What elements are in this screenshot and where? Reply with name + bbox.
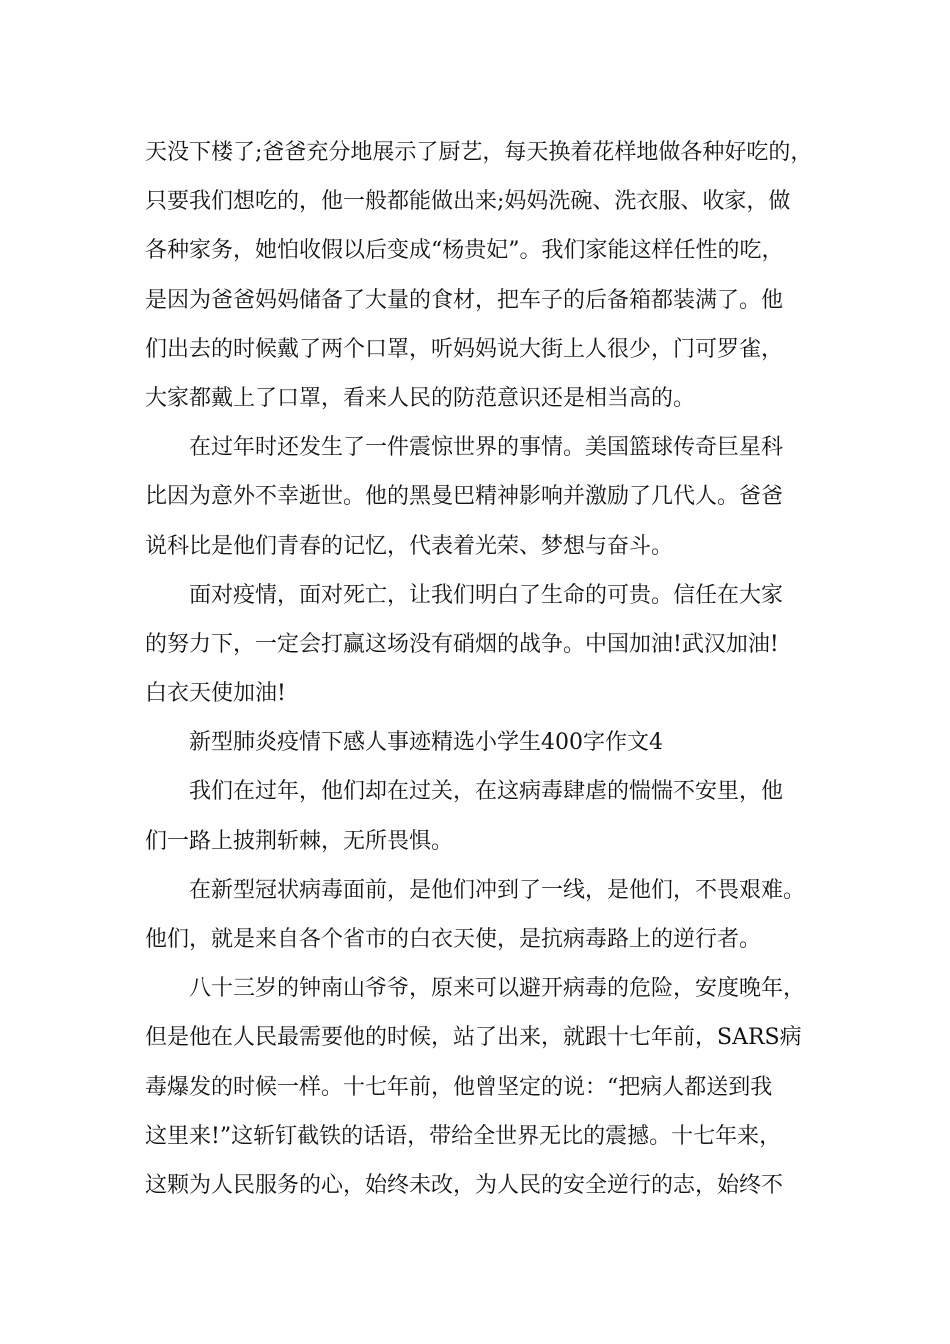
text-line: 天没下楼了;爸爸充分地展示了厨艺，每天换着花样地做各种好吃的， [145,140,813,165]
text-line: 这里来!”这斩钉截铁的话语，带给全世界无比的震撼。十七年来， [145,1123,782,1149]
text-line: 面对疫情，面对死亡，让我们明白了生命的可贵。信任在大家 [189,582,784,608]
text-line: 比因为意外不幸逝世。他的黑曼巴精神影响并激励了几代人。爸爸 [145,484,784,510]
text-line: 说科比是他们青春的记忆，代表着光荣、梦想与奋斗。 [145,533,674,559]
text-line: 大家都戴上了口罩，看来人民的防范意识还是相当高的。 [145,385,696,411]
text-line: 这颗为人民服务的心，始终未改，为人民的安全逆行的志，始终不 [145,1172,784,1198]
text-line: 在过年时还发生了一件震惊世界的事情。美国篮球传奇巨星科 [189,435,784,461]
text-line: 的努力下，一定会打赢这场没有硝烟的战争。中国加油!武汉加油! [145,631,779,657]
text-line: 是因为爸爸妈妈储备了大量的食材，把车子的后备箱都装满了。他 [145,287,784,313]
text-line: 毒爆发的时候一样。十七年前，他曾坚定的说：“把病人都送到我 [145,1074,773,1100]
text-line: 们出去的时候戴了两个口罩，听妈妈说大街上人很少，门可罗雀， [145,336,784,362]
text-line: 白衣天使加油! [145,681,286,707]
text-line: 们一路上披荆斩棘，无所畏惧。 [145,828,454,854]
text-line: 各种家务，她怕收假以后变成“杨贵妃”。我们家能这样任性的吃， [145,238,784,264]
text-line: 八十三岁的钟南山爷爷，原来可以避开病毒的危险，安度晚年， [189,976,806,1002]
text-line: 只要我们想吃的，他一般都能做出来;妈妈洗碗、洗衣服、收家，做 [145,189,791,215]
text-line: 新型肺炎疫情下感人事迹精选小学生400字作文4 [189,730,663,756]
text-line: 我们在过年，他们却在过关，在这病毒肆虐的惴惴不安里，他 [189,779,784,805]
text-line: 但是他在人民最需要他的时候，站了出来，就跟十七年前，SARS病 [145,1025,802,1051]
text-line: 在新型冠状病毒面前，是他们冲到了一线，是他们，不畏艰难。 [189,877,806,903]
document-body [145,128,835,1210]
text-line: 他们，就是来自各个省市的白衣天使，是抗病毒路上的逆行者。 [145,927,762,952]
